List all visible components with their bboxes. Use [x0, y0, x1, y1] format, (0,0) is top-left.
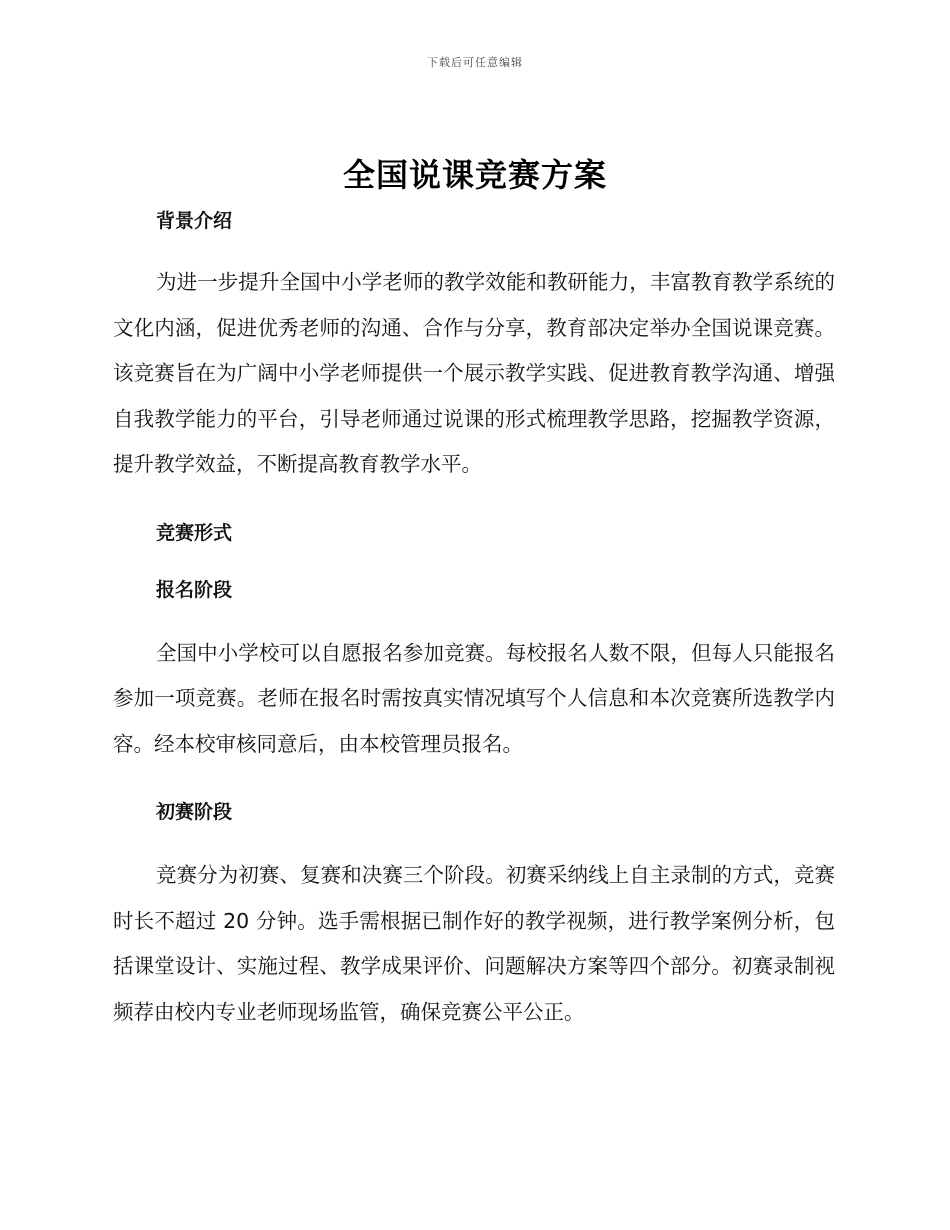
section-paragraph-registration: 全国中小学校可以自愿报名参加竞赛。每校报名人数不限，但每人只能报名参加一项竞赛。老师在报名时需按真实情况填写个人信息和本次竞赛所选教学内容。经本校审核同意后，由本校管理员报名。	[113, 640, 835, 756]
section-heading-preliminary: 初赛阶段	[156, 801, 233, 823]
section-heading-registration: 报名阶段	[156, 578, 233, 601]
document-title: 全国说课竞赛方案	[342, 156, 607, 194]
page-header-note: 下载后可任意编辑	[427, 56, 523, 69]
section-heading-format: 竞赛形式	[156, 521, 233, 544]
section-heading-background: 背景介绍	[156, 210, 233, 232]
section-paragraph-background: 为进一步提升全国中小学老师的教学效能和教研能力，丰富教育教学系统的文化内涵，促进优秀老师的沟通、合作与分享，教育部决定举办全国说课竞赛。该竞赛旨在为广阔中小学老师提供一个展示教学实践、促进教育教学沟通、增强自我教学能力的平台，引导老师通过说课的形式梳理教学思路，挖掘教学资源，提升教学效益，不断提高教育教学水平。	[113, 270, 835, 476]
section-paragraph-preliminary: 竞赛分为初赛、复赛和决赛三个阶段。初赛采纳线上自主录制的方式，竞赛时长不超过 20 分钟。选手需根据已制作好的教学视频，进行教学案例分析，包括课堂设计、实施过程、教学成果评价、问题解决方案等四个部分。初赛录制视频荐由校内专业老师现场监管，确保竞赛公平公正。	[113, 863, 835, 1024]
document-body	[113, 200, 835, 1035]
